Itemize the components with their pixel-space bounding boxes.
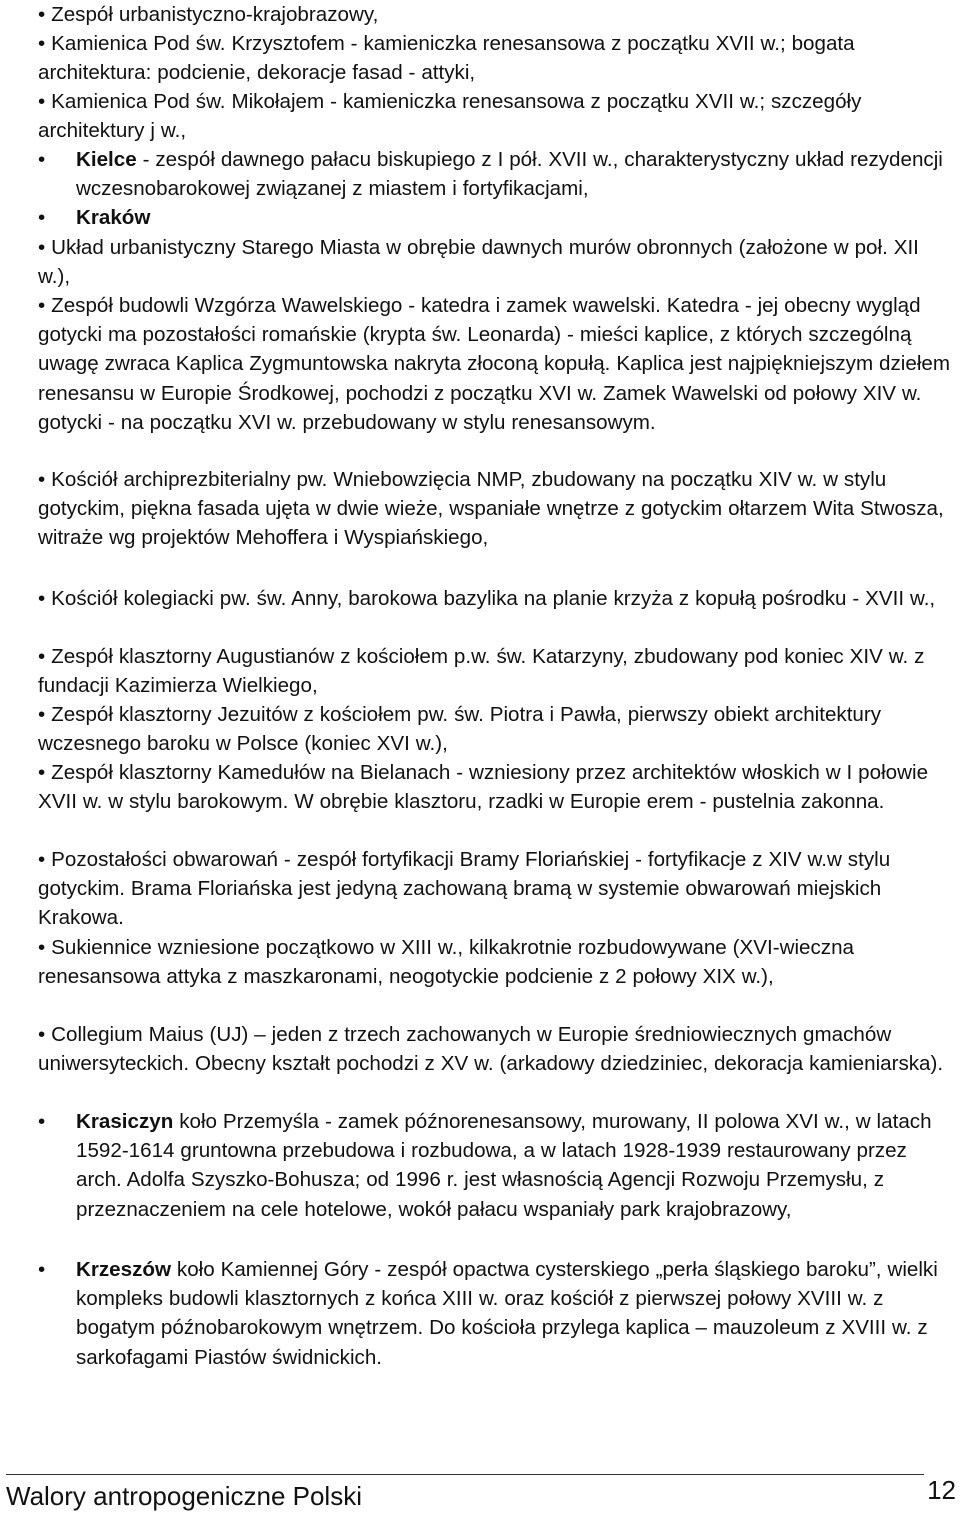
place-name: Kielce [76,148,137,171]
list-item [38,291,956,437]
item-text: Kościół archiprezbiterialny pw. Wniebowzięcia NMP, zbudowany na początku XIV w. w stylu gotyckim, piękna fasada ujęta w dwie wieże, wspaniałe wnętrze z gotyckim ołtarzem Wita Stwosza, witraże wg projektów Mehoffera i Wyspiańskiego, [38,468,944,550]
footer-title: Walory antropogeniczne Polski [6,1481,362,1511]
list-item [38,758,956,816]
item-text: Kościół kolegiacki pw. św. Anny, barokowa bazylika na planie krzyża z kopułą pośrodku - XVII w., [51,587,936,610]
place-name: Krasiczyn [76,1110,174,1133]
bullet: • [38,645,46,668]
list-item-kielce [38,145,956,203]
list-item [38,29,956,87]
bullet: • [38,236,46,259]
bullet: • [38,468,46,491]
list-item [38,1020,956,1078]
list-item-krzeszow [38,1255,956,1372]
bullet: • [38,1023,46,1046]
bullet: • [38,3,46,26]
list-item [38,584,956,613]
bullet: • [38,587,46,610]
list-item [38,700,956,758]
item-text: Sukiennice wzniesione początkowo w XIII w., kilkakrotnie rozbudowywane (XVI-wieczna renesansowa attyka z maszkaronami, neogotyckie podcienie z 2 połowy XIX w.), [38,936,854,989]
list-item [38,465,956,553]
item-text: Układ urbanistyczny Starego Miasta w obrębie dawnych murów obronnych (założone w poł. XII w.), [38,236,919,289]
list-item-krasiczyn [38,1107,956,1224]
list-item [38,845,956,933]
item-text: Kamienica Pod św. Mikołajem - kamieniczka renesansowa z początku XVII w.; szczegóły architektury j w., [38,90,862,143]
page-number: 12 [927,1475,956,1505]
item-text: koło Przemyśla - zamek późnorenesansowy, murowany, II polowa XVI w., w latach 1592-1614 gruntowna przebudowa i rozbudowa, a w latach 1928-1939 restaurowany przez arch. Adolfa Szyszko-Bohusza; od 1996 r. jest własnością Agencji Rozwoju Przemysłu, z przeznaczeniem na cele hotelowe, wokół pałacu wspaniały park krajobrazowy, [76,1110,932,1221]
list-item [38,0,956,29]
item-text: Pozostałości obwarowań - zespół fortyfikacji Bramy Floriańskiej - fortyfikacje z XIV w.w stylu gotyckim. Brama Floriańska jest jedyną zachowaną bramą w systemie obwarowań miejskich Krakowa. [38,848,891,930]
list-item-krakow [38,203,956,232]
bullet: • [38,206,46,229]
bullet: • [38,32,46,55]
item-text: Zespół budowli Wzgórza Wawelskiego - katedra i zamek wawelski. Katedra - jej obecny wygląd gotycki ma pozostałości romańskie (krypta św. Leonarda) - mieści kaplice, z których szczególną uwagę zwraca Kaplica Zygmuntowska nakryta złoconą kopułą. Kaplica jest najpiękniejszym dziełem renesansu w Europie Środkowej, pochodzi z początku XVI w. Zamek Wawelski od połowy XIV w. gotycki - na początku XVI w. przebudowany w stylu renesansowym. [38,294,950,434]
bullet: • [38,294,46,317]
bullet: • [38,703,46,726]
item-text: koło Kamiennej Góry - zespół opactwa cysterskiego „perła śląskiego baroku”, wielki kompleks budowli klasztornych z końca XIII w. oraz kościół z pierwszej połowy XVIII w. z bogatym późnobarokowym wnętrzem. Do kościoła przylega kaplica – mauzoleum z XVIII w. z sarkofagami Piastów świdnickich. [76,1258,938,1369]
item-text: Collegium Maius (UJ) – jeden z trzech zachowanych w Europie średniowiecznych gmachów uniwersyteckich. Obecny kształt pochodzi z XV w. (arkadowy dziedziniec, dekoracja kamieniarska). [38,1023,944,1076]
bullet: • [38,761,46,784]
item-text: Zespół klasztorny Kamedułów na Bielanach - wzniesiony przez architektów włoskich w I połowie XVII w. w stylu barokowym. W obrębie klasztoru, rzadki w Europie erem - pustelnia zakonna. [38,761,929,814]
item-text: Zespół urbanistyczno-krajobrazowy, [51,3,379,26]
bullet: • [38,148,46,171]
footer-divider [6,1474,924,1475]
bullet: • [38,1258,46,1281]
item-text: Kamienica Pod św. Krzysztofem - kamieniczka renesansowa z początku XVII w.; bogata architektura: podcienie, dekoracje fasad - attyki, [38,32,855,85]
place-name: Krzeszów [76,1258,171,1281]
bullet: • [38,90,46,113]
bullet: • [38,848,46,871]
item-text: Zespół klasztorny Augustianów z kościołem p.w. św. Katarzyny, zbudowany pod koniec XIV w. z fundacji Kazimierza Wielkiego, [38,645,925,698]
item-text: Zespół klasztorny Jezuitów z kościołem pw. św. Piotra i Pawła, pierwszy obiekt architektury wczesnego baroku w Polsce (koniec XVI w.), [38,703,882,756]
list-item [38,87,956,145]
bullet: • [38,1110,46,1133]
list-item [38,933,956,991]
list-item [38,642,956,700]
list-item [38,233,956,291]
place-name: Kraków [76,206,151,229]
item-text: - zespół dawnego pałacu biskupiego z I pół. XVII w., charakterystyczny układ rezydencji wczesnobarokowej związanej z miastem i fortyfikacjami, [76,148,943,201]
bullet: • [38,936,46,959]
